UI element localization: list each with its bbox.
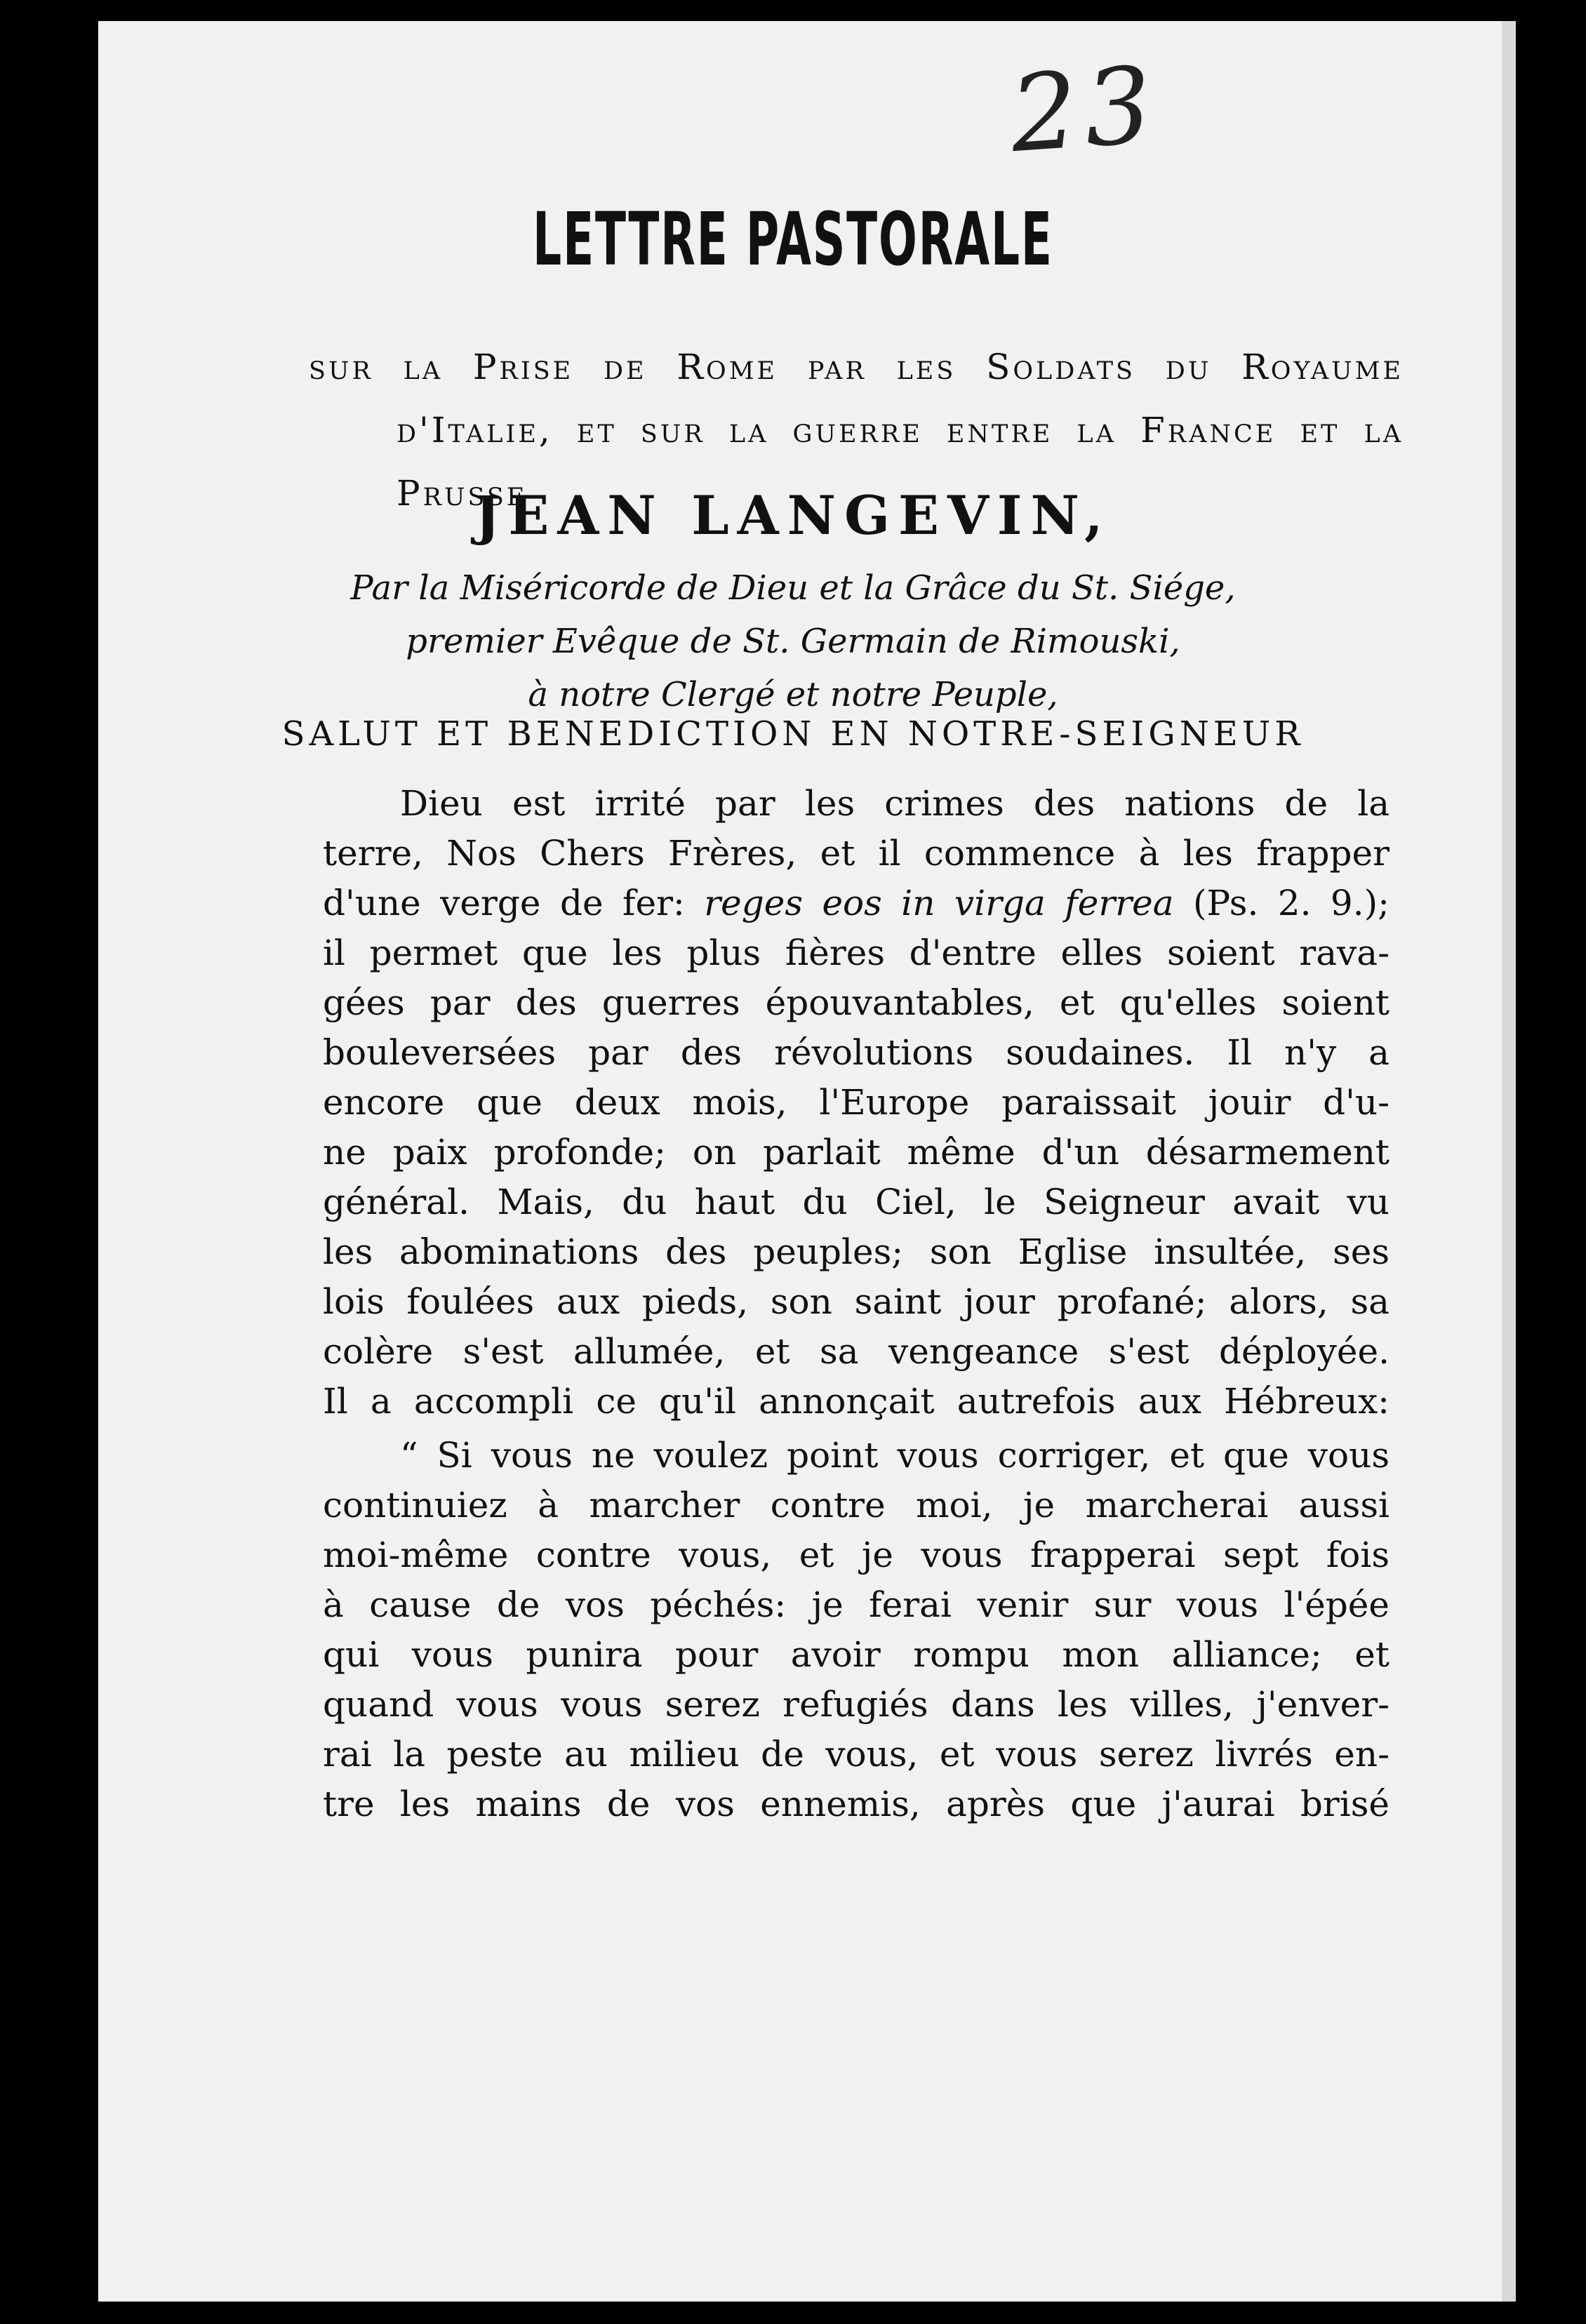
author-title-line: premier Evêque de St. Germain de Rimouski, [406, 622, 1180, 661]
text-line: à cause de vos péchés: je ferai venir sur vous l'épée [323, 1584, 1390, 1625]
document-title: LETTRE PASTORALE [533, 196, 1053, 282]
text-line: continuiez à marcher contre moi, je marcherai aussi [323, 1485, 1390, 1525]
text-line: ne paix profonde; on parlait même d'un désarmement [323, 1132, 1390, 1173]
text-line: encore que deux mois, l'Europe paraissait jouir d'u- [323, 1082, 1390, 1123]
quotation [323, 1431, 1390, 1829]
text-line: Dieu est irrité par les crimes des nations de la [400, 783, 1390, 824]
text-line: quand vous vous serez refugiés dans les villes, j'enver- [323, 1684, 1390, 1725]
text-line: il permet que les plus fières d'entre elles soient rava- [323, 933, 1390, 973]
salutation: SALUT ET BENEDICTION EN NOTRE-SEIGNEUR [281, 714, 1305, 754]
author-titles [0, 561, 1586, 721]
text-line: bouleversées par des révolutions soudaines. Il n'y a [323, 1032, 1390, 1073]
text-line: gées par des guerres épouvantables, et qu'elles soient [323, 982, 1390, 1023]
author-name: JEAN LANGEVIN, [474, 484, 1112, 547]
text-line: lois foulées aux pieds, son saint jour profané; alors, sa [323, 1281, 1390, 1322]
text-line: moi-même contre vous, et je vous frapperai sept fois [323, 1535, 1390, 1575]
page-edge [1502, 21, 1516, 2302]
text-line: les abominations des peuples; son Eglise insultée, ses [323, 1231, 1390, 1272]
text-line: “ Si vous ne voulez point vous corriger, et que vous [400, 1435, 1390, 1476]
text-line: colère s'est allumée, et sa vengeance s'est déployée. [323, 1331, 1390, 1372]
text-line: tre les mains de vos ennemis, après que j'aurai brisé [323, 1784, 1390, 1824]
document-subtitle: sur la Prise de Rome par les Soldats du Royaume d'Italie, et sur la guerre entre la France et la Prusse [309, 347, 1404, 514]
text-line: général. Mais, du haut du Ciel, le Seigneur avait vu [323, 1182, 1390, 1222]
latin-citation: reges eos in virga ferrea [704, 883, 1174, 923]
text-line: Il a accompli ce qu'il annonçait autrefois aux Hébreux: [323, 1381, 1390, 1422]
author-title-line: à notre Clergé et notre Peuple, [528, 675, 1058, 714]
page-number: 23 [1006, 44, 1163, 177]
author-title-line: Par la Miséricorde de Dieu et la Grâce du St. Siége, [350, 568, 1236, 608]
text-line: qui vous punira pour avoir rompu mon alliance; et [323, 1634, 1390, 1675]
text-line: d'une verge de fer: reges eos in virga ferrea (Ps. 2. 9.); [323, 883, 1390, 923]
body-text [323, 779, 1390, 1829]
text-line: rai la peste au milieu de vous, et vous serez livrés en- [323, 1734, 1390, 1775]
text-line: terre, Nos Chers Frères, et il commence à les frapper [323, 833, 1390, 874]
